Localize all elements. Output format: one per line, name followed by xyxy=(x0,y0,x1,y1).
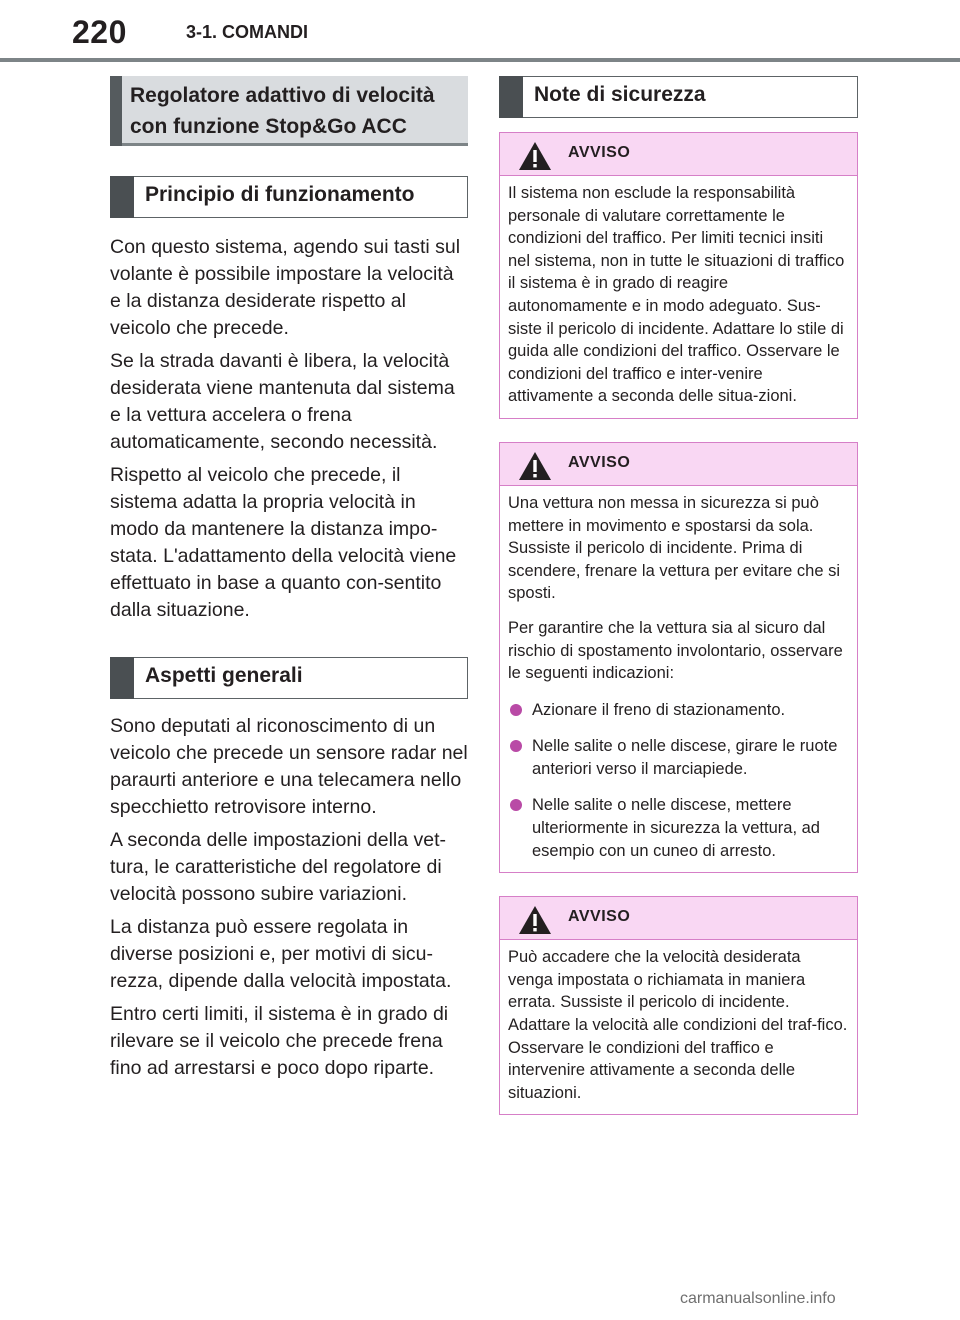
header-rule xyxy=(0,58,960,62)
warning-body xyxy=(500,940,857,1114)
paragraph: Entro certi limiti, il sistema è in grado di rilevare se il veicolo che precede frena fino ad arrestarsi e poco dopo riparte. xyxy=(110,1003,449,1079)
left-column xyxy=(110,76,468,1088)
section-heading-principio: Principio di funzionamento xyxy=(110,176,468,218)
warning-triangle-icon xyxy=(518,905,552,935)
section-heading-aspetti: Aspetti generali xyxy=(110,657,468,699)
paragraph: Sono deputati al riconoscimento di un veicolo che precede un sensore radar nel paraurti anteriore e una telecamera nello specchietto retrovisore interno. xyxy=(110,715,468,818)
warning-header xyxy=(500,897,857,940)
bullet-text: Nelle salite o nelle discese, mettere ulteriormente in sicurezza la vettura, ad esempio con un cuneo di arresto. xyxy=(532,796,820,860)
bullet-text: Azionare il freno di stazionamento. xyxy=(532,700,786,719)
main-title: Regolatore adattivo di velocità con funzione Stop&Go ACC xyxy=(110,76,468,146)
warning-triangle-icon xyxy=(518,451,552,481)
warning-text: Per garantire che la vettura sia al sicuro dal rischio di spostamento involontario, osservare le seguenti indicazioni: xyxy=(508,618,843,683)
paragraph: Rispetto al veicolo che precede, il sistema adatta la propria velocità in modo da mantenere la distanza impo-stata. L'adattamento della velocità viene effettuato in base a quanto con-sentito dalla situazione. xyxy=(110,464,457,621)
warning-label: AVVISO xyxy=(568,144,631,161)
warning-body xyxy=(500,176,857,418)
bullet-item xyxy=(508,735,849,780)
page-header xyxy=(0,0,960,60)
paragraph: Con questo sistema, agendo sui tasti sul volante è possibile impostare la velocità e la distanza desiderate rispetto al veicolo che precede. xyxy=(110,236,461,339)
warning-text: Può accadere che la velocità desiderata venga impostata o richiamata in maniera errata. Sussiste il pericolo di incidente. Adattare la velocità alle condizioni del traf-fico. Osservare le condizioni del traffico e intervenire attivamente a seconda delle situazioni. xyxy=(508,948,848,1102)
chapter-title: 3-1. COMANDI xyxy=(186,22,309,42)
bullet-item xyxy=(508,699,849,722)
paragraph: Se la strada davanti è libera, la velocità desiderata viene mantenuta dal sistema e la vettura accelera o frena automaticamente, secondo necessità. xyxy=(110,350,455,453)
warning-box xyxy=(499,442,858,873)
warning-header xyxy=(500,133,857,176)
warning-text: Il sistema non esclude la responsabilità personale di valutare correttamente le condizioni del traffico. Per limiti tecnici insiti nel sistema, non in tutte le situazioni di traffico il sistema è in grado di reagire autonomamente e in modo adeguato. Sus-siste il pericolo di incidente. Adattare lo stile di guida alle condizioni del traffico. Osservare le condizioni del traffico e inter-venire attivamente a seconda delle situa-zioni. xyxy=(508,184,845,406)
warning-box xyxy=(499,896,858,1115)
section-body-principio xyxy=(110,234,468,624)
bullet-dot-icon xyxy=(510,740,522,752)
bullet-dot-icon xyxy=(510,799,522,811)
watermark: carmanualsonline.info xyxy=(680,1290,836,1307)
bullet-dot-icon xyxy=(510,704,522,716)
paragraph: La distanza può essere regolata in diverse posizioni e, per motivi di sicu-rezza, dipende dalla velocità impostata. xyxy=(110,916,452,992)
warning-triangle-icon xyxy=(518,141,552,171)
page-number: 220 xyxy=(72,14,127,50)
section-heading-note-sicurezza: Note di sicurezza xyxy=(499,76,858,118)
right-column xyxy=(499,76,858,1115)
warning-box xyxy=(499,132,858,419)
section-body-aspetti xyxy=(110,713,468,1082)
bullet-text: Nelle salite o nelle discese, girare le ruote anteriori verso il marciapiede. xyxy=(532,737,838,778)
warning-header xyxy=(500,443,857,486)
bullet-item xyxy=(508,794,849,862)
warning-text: Una vettura non messa in sicurezza si può mettere in movimento e spostarsi da sola. Sussiste il pericolo di incidente. Prima di scendere, frenare la vettura per evitare che si sposti. xyxy=(508,493,841,603)
paragraph: A seconda delle impostazioni della vet-tura, le caratteristiche del regolatore di velocità possono subire variazioni. xyxy=(110,829,447,905)
warning-label: AVVISO xyxy=(568,908,631,926)
warning-label: AVVISO xyxy=(568,453,631,471)
warning-body xyxy=(500,486,857,872)
